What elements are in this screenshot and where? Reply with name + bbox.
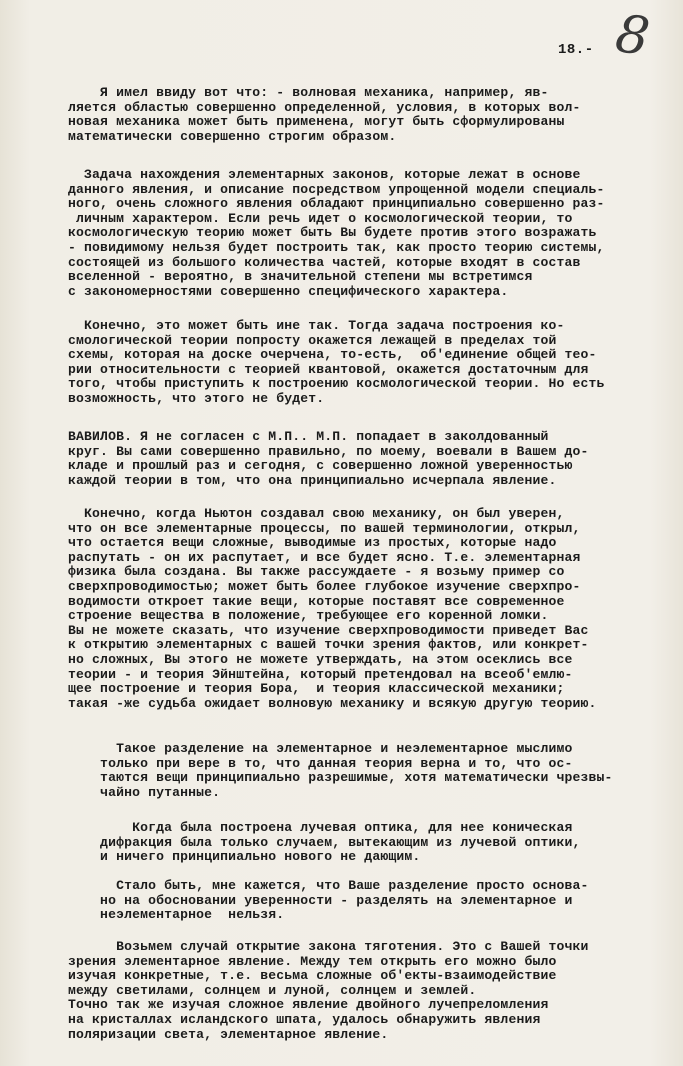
- paragraph-1: [36, 86, 656, 144]
- text-line: с закономерностями совершенно специфического характера.: [36, 283, 509, 299]
- text-line: математически совершенно строгим образом.: [36, 128, 397, 144]
- text-line: но на обосновании уверенности - разделять на элементарное и: [36, 892, 573, 908]
- text-line: и ничего принципиально нового не дающим.: [36, 849, 421, 865]
- text-line: рии относительности с теорией квантовой, окажется достаточным для: [36, 361, 589, 377]
- text-line: щее построение и теория Бора, и теория классической механики;: [36, 681, 565, 697]
- text-line: Точно так же изучая сложное явление двойного лучепреломления: [36, 997, 549, 1013]
- text-line: такая -же судьба ожидает волновую механику и всякую другую теорию.: [36, 695, 597, 711]
- text-line: что остается вещи сложные, выводимые из простых, которые надо: [36, 535, 557, 551]
- text-line: вселенной - вероятно, в значительной степени мы встретимся: [36, 269, 533, 285]
- text-line: возможность, что этого не будет.: [36, 390, 325, 406]
- text-line: что он все элементарные процессы, по вашей терминологии, открыл,: [36, 520, 581, 536]
- text-line: космологическую теорию может быть Вы будете против этого возражать: [36, 225, 597, 241]
- text-line: данного явления, и описание посредством упрощенной модели специаль-: [36, 181, 605, 197]
- text-line: круг. Вы сами совершенно правильно, по моему, воевали в Вашем до-: [36, 443, 589, 459]
- text-line: поляризации света, элементарное явление.: [36, 1026, 389, 1042]
- text-line: зрения элементарное явление. Между тем открыть его можно было: [36, 953, 557, 969]
- paragraph-2: [36, 168, 656, 299]
- text-line: новая механика может быть применена, могут быть сформулированы: [36, 114, 565, 130]
- text-line: дифракция была только случаем, вытекающим из лучевой оптики,: [36, 834, 581, 850]
- text-line: на кристаллах исландского шпата, удалось обнаружить явления: [36, 1011, 541, 1027]
- text-line: Когда была построена лучевая оптика, для нее коническая: [36, 820, 573, 835]
- handwritten-folio-number: 8: [611, 3, 654, 69]
- text-line: Задача нахождения элементарных законов, которые лежат в основе: [36, 167, 581, 182]
- text-line: Стало быть, мне кажется, что Ваше разделение просто основа-: [36, 878, 589, 893]
- paragraph-3: [36, 319, 656, 407]
- text-line: Вы не можете сказать, что изучение сверхпроводимости приведет Вас: [36, 622, 589, 638]
- text-line: но сложных, Вы этого не можете утверждать, на этом осеклись все: [36, 651, 573, 667]
- text-line: - повидимому нельзя будет построить так, как просто теорию системы,: [36, 239, 605, 255]
- text-line: каждой теории в том, что она принципиально исчерпала явление.: [36, 472, 557, 488]
- text-line: теории - и теория Эйнштейна, который претендовал на всеоб'емлю-: [36, 666, 573, 682]
- text-line: того, чтобы приступить к построению космологической теории. Но есть: [36, 376, 605, 392]
- text-line: смологической теории попросту окажется лежащей в пределах той: [36, 332, 557, 348]
- paragraph-8: [36, 879, 656, 923]
- text-line: строение вещества в положение, требующее его коренной ломки.: [36, 608, 549, 624]
- paragraph-4-vavilov: [36, 430, 656, 488]
- text-line: Такое разделение на элементарное и неэлементарное мыслимо: [36, 741, 573, 756]
- text-line: таются вещи принципиально разрешимые, хотя математически чрезвы-: [36, 770, 613, 786]
- paragraph-9: [36, 940, 656, 1042]
- paragraph-7: [36, 821, 656, 865]
- text-line: к открытию элементарных с вашей точки зрения фактов, или конкрет-: [36, 637, 589, 653]
- paragraph-5: [36, 507, 656, 711]
- text-line: физика была создана. Вы также рассуждаете - я возьму пример со: [36, 564, 565, 580]
- text-line: ВАВИЛОВ. Я не согласен с М.П.. М.П. попадает в заколдованный: [36, 429, 549, 444]
- text-line: водимости откроет такие вещи, которые поставят все современное: [36, 593, 565, 609]
- text-line: ляется областью совершенно определенной, условия, в которых вол-: [36, 99, 581, 115]
- text-line: ного, очень сложного явления обладают принципиально совершенно раз-: [36, 196, 605, 212]
- page-number: 18.-: [558, 42, 594, 58]
- text-line: кладе и прошлый раз и сегодня, с совершенно ложной уверенностью: [36, 458, 573, 474]
- text-line: Я имел ввиду вот что: - волновая механика, например, яв-: [36, 85, 549, 100]
- text-line: Конечно, когда Ньютон создавал свою механику, он был уверен,: [36, 506, 565, 521]
- text-line: личным характером. Если речь идет о космологической теории, то: [36, 210, 573, 226]
- text-line: чайно путанные.: [36, 784, 221, 800]
- text-line: неэлементарное нельзя.: [36, 907, 285, 923]
- text-line: Конечно, это может быть ине так. Тогда задача построения ко-: [36, 318, 565, 333]
- text-line: только при вере в то, что данная теория верна и то, что ос-: [36, 755, 573, 771]
- paragraph-6: [36, 742, 656, 800]
- text-line: состоящей из большого количества частей, которые входят в состав: [36, 254, 581, 270]
- text-line: распутать - он их распутает, и все будет ясно. Т.е. элементарная: [36, 549, 581, 565]
- text-line: схемы, которая на доске очерчена, то-есть, об'единение общей тео-: [36, 347, 597, 363]
- text-line: сверхпроводимостью; может быть более глубокое изучение сверхпро-: [36, 578, 581, 594]
- text-line: изучая конкретные, т.е. весьма сложные об'екты-взаимодействие: [36, 968, 557, 984]
- text-line: между светилами, солнцем и луной, солнцем и землей.: [36, 982, 477, 998]
- text-line: Возьмем случай открытие закона тяготения. Это с Вашей точки: [36, 939, 589, 954]
